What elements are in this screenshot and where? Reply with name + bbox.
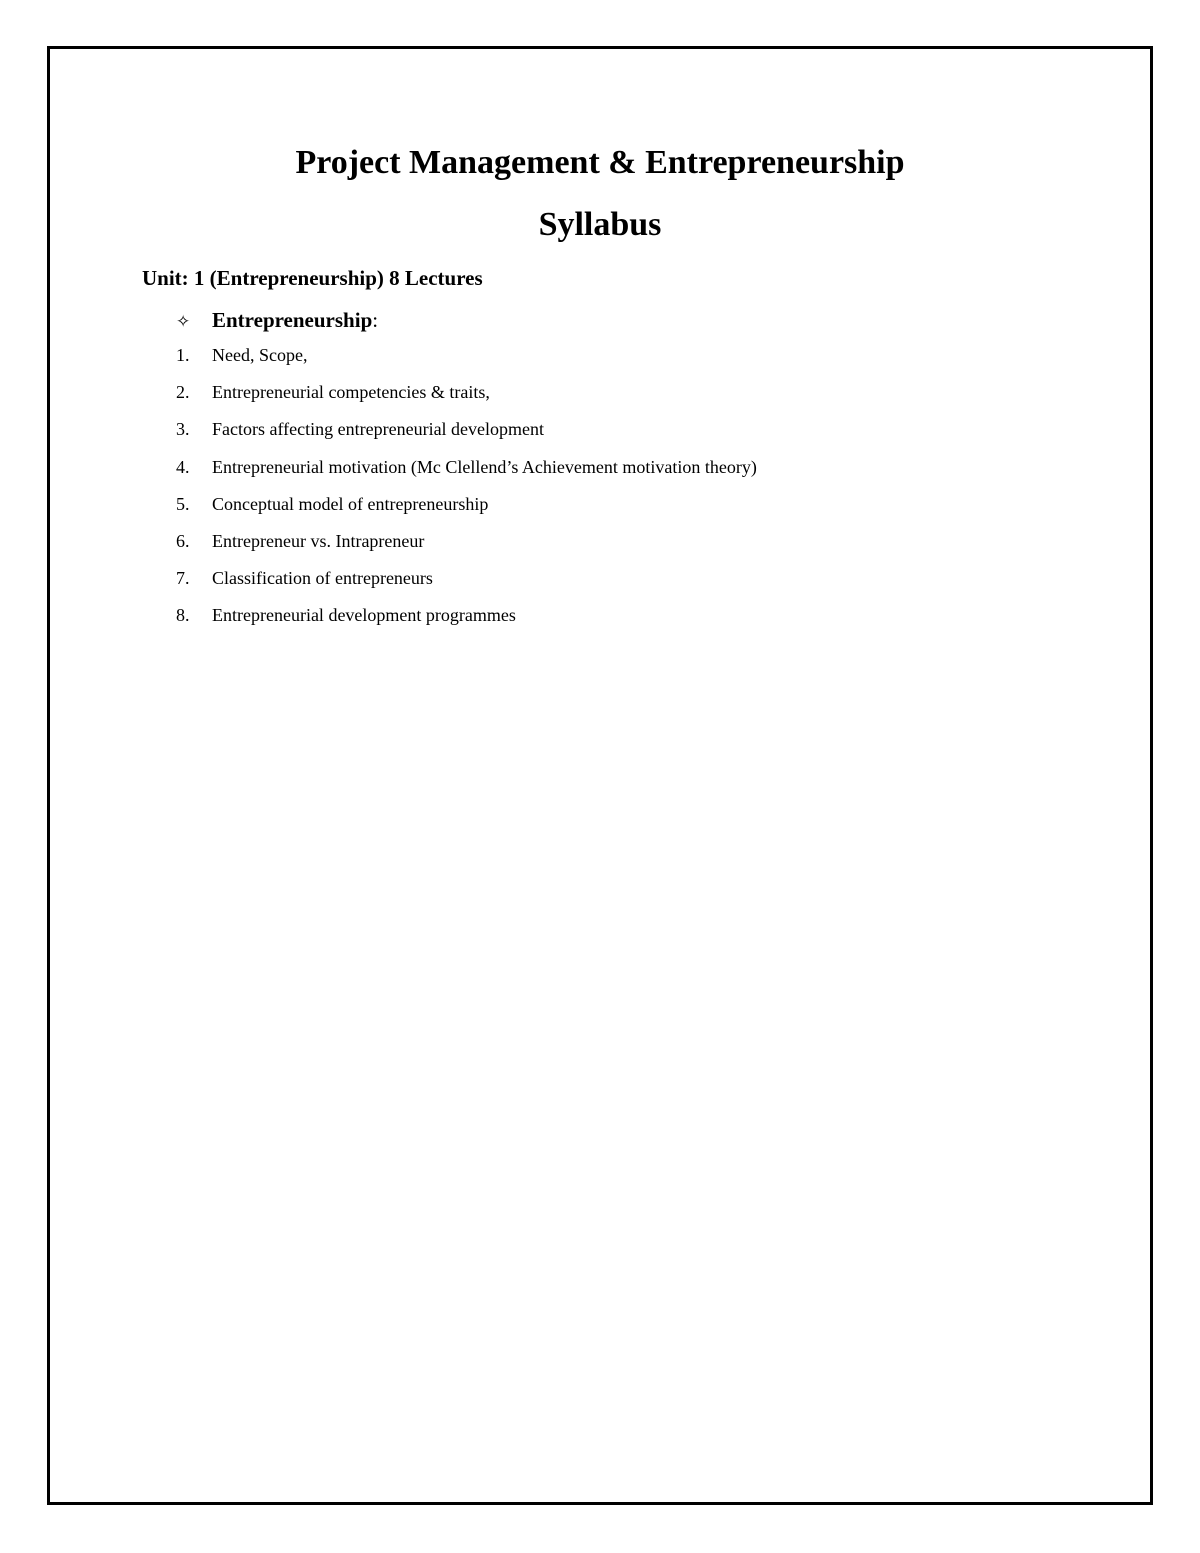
list-item-number: 3.: [176, 419, 190, 440]
list-item-number: 8.: [176, 605, 190, 626]
list-item-number: 4.: [176, 456, 190, 477]
list-item-number: 5.: [176, 493, 190, 514]
list-item-text: Need, Scope,: [212, 345, 308, 365]
list-item-text: Conceptual model of entrepreneurship: [212, 493, 489, 514]
list-item-text: Entrepreneurial competencies & traits,: [212, 382, 490, 403]
four-point-star-bullet-icon: ✧: [176, 312, 191, 331]
section-colon: :: [372, 308, 379, 332]
list-item: [176, 603, 757, 640]
list-item: [176, 417, 757, 454]
section-heading: [176, 307, 378, 335]
list-item-number: 7.: [176, 568, 190, 589]
list-item-text: Entrepreneur vs. Intrapreneur: [212, 530, 425, 551]
unit-heading: Unit: 1 (Entrepreneurship) 8 Lectures: [142, 266, 483, 290]
list-item-text: Entrepreneurial motivation (Mc Clellend’s Achievement motivation theory): [212, 456, 757, 477]
list-item-number: 2.: [176, 382, 190, 403]
list-item-text: Entrepreneurial development programmes: [212, 605, 516, 626]
list-item: [176, 380, 757, 417]
list-item: [176, 455, 757, 492]
list-item: [176, 566, 757, 603]
page-title: Project Management & Entrepreneurship: [295, 144, 905, 181]
list-item: [176, 343, 757, 380]
list-item: [176, 492, 757, 529]
list-item-number: 6.: [176, 530, 190, 551]
list-item: [176, 529, 757, 566]
list-item-number: 1.: [176, 345, 190, 365]
page-subtitle: Syllabus: [538, 206, 662, 243]
list-item-text: Factors affecting entrepreneurial development: [212, 419, 545, 440]
topic-list: [176, 343, 757, 641]
section-label: Entrepreneurship: [212, 308, 373, 332]
list-item-text: Classification of entrepreneurs: [212, 568, 433, 589]
